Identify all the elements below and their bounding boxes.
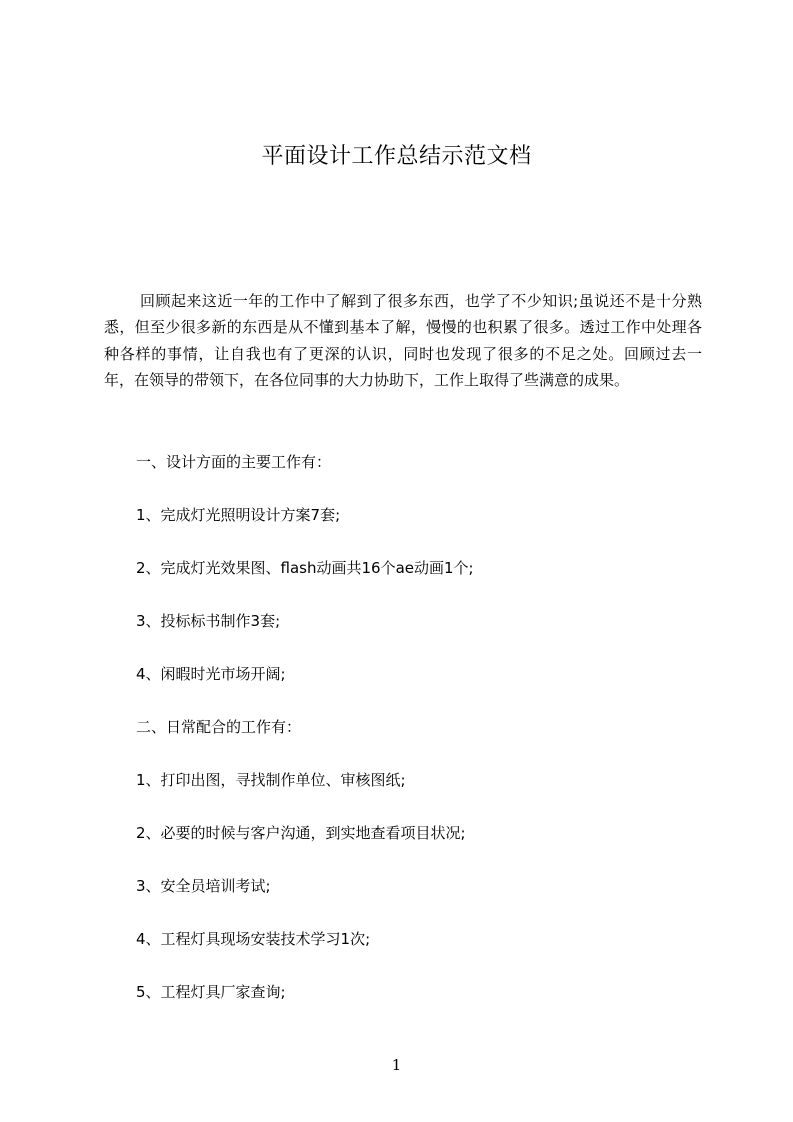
section1-item-2: 2、完成灯光效果图、flash动画共16个ae动画1个; bbox=[136, 559, 474, 577]
section2-item-5: 5、工程灯具厂家查询; bbox=[136, 983, 286, 1001]
section2-item-3: 3、安全员培训考试; bbox=[136, 877, 271, 895]
section1-item-1: 1、完成灯光照明设计方案7套; bbox=[136, 506, 341, 524]
section2-item-4: 4、工程灯具现场安装技术学习1次; bbox=[136, 930, 371, 948]
intro-paragraph: 回顾起来这近一年的工作中了解到了很多东西，也学了不少知识;虽说还不是十分熟悉，但至少很多新的东西是从不懂到基本了解，慢慢的也积累了很多。透过工作中处理各种各样的事情，让自我也有了更深的认识，同时也发现了很多的不足之处。回顾过去一年，在领导的带领下，在各位同事的大力协助下，工作上取得了些满意的成果。 bbox=[104, 292, 702, 390]
section1-heading: 一、设计方面的主要工作有： bbox=[136, 453, 332, 471]
section1-item-3: 3、投标标书制作3套; bbox=[136, 612, 281, 630]
document-title: 平面设计工作总结示范文档 bbox=[261, 144, 532, 169]
section2-heading: 二、日常配合的工作有： bbox=[136, 718, 302, 736]
section2-item-2: 2、必要的时候与客户沟通，到实地查看项目状况; bbox=[136, 824, 466, 842]
page-number: 1 bbox=[391, 1056, 402, 1074]
section2-item-1: 1、打印出图，寻找制作单位、审核图纸; bbox=[136, 771, 406, 789]
section1-item-4: 4、闲暇时光市场开阔; bbox=[136, 665, 286, 683]
